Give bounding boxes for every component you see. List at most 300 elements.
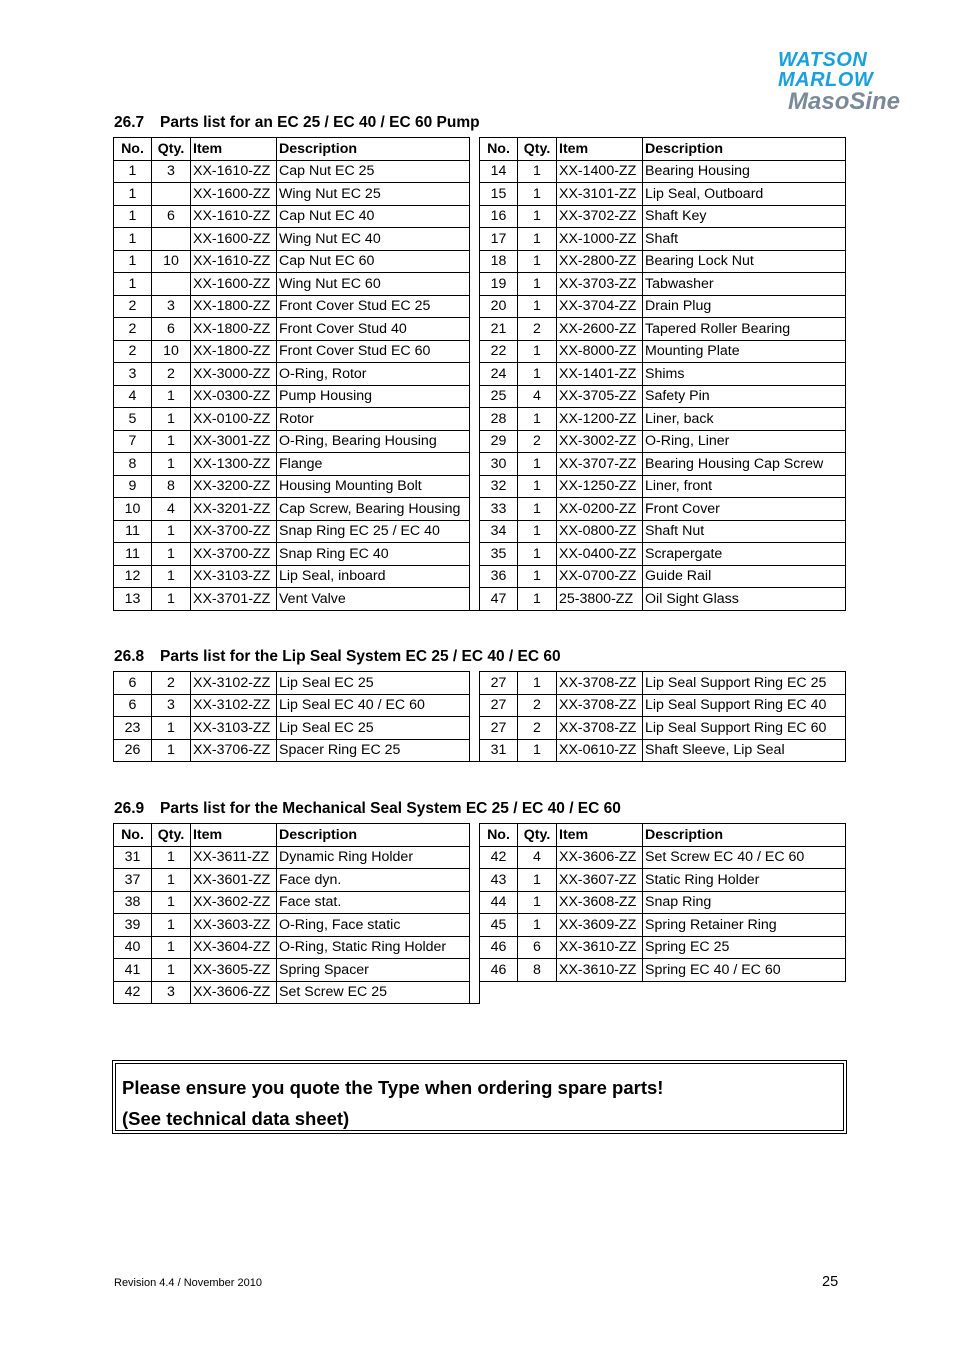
ordering-notice-inner (115, 1063, 844, 1131)
description-cell: Set Screw EC 25 (277, 981, 470, 1004)
description-cell: Guide Rail (643, 565, 846, 588)
description-cell: Wing Nut EC 25 (277, 183, 470, 206)
quantity-cell: 1 (518, 273, 557, 296)
description-cell: Front Cover Stud EC 60 (277, 340, 470, 363)
part-number-cell: 8 (114, 453, 152, 476)
column-separator (470, 453, 480, 476)
item-code-cell: XX-3102-ZZ (191, 694, 277, 717)
part-number-cell: 46 (480, 959, 518, 982)
part-number-cell: 5 (114, 408, 152, 431)
part-number-cell: 25 (480, 385, 518, 408)
description-cell: O-Ring, Liner (643, 430, 846, 453)
revision-note: Revision 4.4 / November 2010 (114, 1277, 262, 1289)
table-row (114, 183, 846, 206)
parts-table-lip-seal (113, 671, 846, 762)
part-number-cell: 26 (114, 739, 152, 762)
description-cell: Snap Ring (643, 891, 846, 914)
quantity-cell: 3 (152, 160, 191, 183)
item-code-cell: XX-3606-ZZ (557, 846, 643, 869)
table-row (114, 672, 846, 695)
description-cell: Dynamic Ring Holder (277, 846, 470, 869)
quantity-cell: 1 (152, 543, 191, 566)
quantity-cell: 1 (152, 385, 191, 408)
item-code-cell: XX-3704-ZZ (557, 295, 643, 318)
item-code-cell: XX-3700-ZZ (191, 543, 277, 566)
item-code-cell: XX-3708-ZZ (557, 672, 643, 695)
section-heading: Parts list for an EC 25 / EC 40 / EC 60 Pump (160, 114, 480, 131)
description-cell: Pump Housing (277, 385, 470, 408)
part-number-cell: 39 (114, 914, 152, 937)
column-header-no: No. (480, 138, 518, 161)
description-cell: O-Ring, Static Ring Holder (277, 936, 470, 959)
part-number-cell: 1 (114, 160, 152, 183)
description-cell: Cap Nut EC 40 (277, 205, 470, 228)
column-header-description: Description (643, 824, 846, 847)
part-number-cell: 18 (480, 250, 518, 273)
empty-cell (480, 981, 518, 1004)
table-row (114, 295, 846, 318)
table-row (114, 891, 846, 914)
table-header-row (114, 824, 846, 847)
part-number-cell: 2 (114, 340, 152, 363)
item-code-cell: XX-3102-ZZ (191, 672, 277, 695)
part-number-cell: 33 (480, 498, 518, 521)
part-number-cell: 35 (480, 543, 518, 566)
part-number-cell: 4 (114, 385, 152, 408)
part-number-cell: 6 (114, 694, 152, 717)
quantity-cell: 1 (518, 475, 557, 498)
table-row (114, 273, 846, 296)
part-number-cell: 42 (480, 846, 518, 869)
table-row (114, 869, 846, 892)
column-separator (470, 475, 480, 498)
quantity-cell: 6 (152, 318, 191, 341)
column-separator (470, 520, 480, 543)
item-code-cell: XX-0300-ZZ (191, 385, 277, 408)
quantity-cell: 4 (518, 385, 557, 408)
description-cell: Bearing Housing Cap Screw (643, 453, 846, 476)
part-number-cell: 11 (114, 520, 152, 543)
column-header-item: Item (191, 138, 277, 161)
description-cell: Vent Valve (277, 588, 470, 611)
table-row (114, 475, 846, 498)
description-cell: Wing Nut EC 40 (277, 228, 470, 251)
part-number-cell: 29 (480, 430, 518, 453)
item-code-cell: XX-3707-ZZ (557, 453, 643, 476)
part-number-cell: 44 (480, 891, 518, 914)
item-code-cell: XX-1610-ZZ (191, 205, 277, 228)
description-cell: O-Ring, Bearing Housing (277, 430, 470, 453)
column-separator (470, 914, 480, 937)
quantity-cell: 1 (518, 869, 557, 892)
description-cell: Static Ring Holder (643, 869, 846, 892)
item-code-cell: XX-3607-ZZ (557, 869, 643, 892)
table-row (114, 430, 846, 453)
item-code-cell: XX-3605-ZZ (191, 959, 277, 982)
description-cell: Front Cover Stud 40 (277, 318, 470, 341)
quantity-cell: 1 (152, 588, 191, 611)
section-title-26-7 (114, 114, 480, 132)
ordering-notice (112, 1060, 847, 1134)
column-header-qty: Qty. (518, 824, 557, 847)
quantity-cell: 1 (152, 959, 191, 982)
description-cell: Bearing Housing (643, 160, 846, 183)
column-separator (470, 588, 480, 611)
section-number: 26.7 (114, 114, 145, 131)
section-number: 26.8 (114, 648, 145, 665)
item-code-cell: 25-3800-ZZ (557, 588, 643, 611)
column-separator (470, 318, 480, 341)
part-number-cell: 45 (480, 914, 518, 937)
description-cell: O-Ring, Face static (277, 914, 470, 937)
description-cell: Lip Seal, Outboard (643, 183, 846, 206)
column-separator (470, 385, 480, 408)
description-cell: Rotor (277, 408, 470, 431)
notice-line-2: (See technical data sheet) (122, 1108, 350, 1129)
table-row (114, 250, 846, 273)
quantity-cell: 2 (518, 694, 557, 717)
description-cell: Cap Screw, Bearing Housing (277, 498, 470, 521)
column-separator (470, 846, 480, 869)
column-separator (470, 430, 480, 453)
quantity-cell: 8 (518, 959, 557, 982)
column-header-no: No. (480, 824, 518, 847)
description-cell: Set Screw EC 40 / EC 60 (643, 846, 846, 869)
item-code-cell: XX-1401-ZZ (557, 363, 643, 386)
item-code-cell: XX-3101-ZZ (557, 183, 643, 206)
item-code-cell: XX-2800-ZZ (557, 250, 643, 273)
quantity-cell: 1 (518, 205, 557, 228)
quantity-cell: 2 (518, 430, 557, 453)
description-cell: Face dyn. (277, 869, 470, 892)
item-code-cell: XX-1400-ZZ (557, 160, 643, 183)
column-separator (470, 498, 480, 521)
description-cell: Spring Retainer Ring (643, 914, 846, 937)
column-separator (470, 543, 480, 566)
part-number-cell: 11 (114, 543, 152, 566)
part-number-cell: 43 (480, 869, 518, 892)
description-cell: Snap Ring EC 25 / EC 40 (277, 520, 470, 543)
column-separator (470, 824, 480, 847)
table-row (114, 160, 846, 183)
item-code-cell: XX-3604-ZZ (191, 936, 277, 959)
notice-line-1: Please ensure you quote the Type when ordering spare parts! (122, 1077, 664, 1098)
logo-line-masosine: MasoSine (788, 88, 901, 115)
empty-cell (643, 981, 846, 1004)
description-cell: Face stat. (277, 891, 470, 914)
part-number-cell: 46 (480, 936, 518, 959)
item-code-cell: XX-1000-ZZ (557, 228, 643, 251)
quantity-cell: 1 (152, 739, 191, 762)
description-cell: Spacer Ring EC 25 (277, 739, 470, 762)
description-cell: Oil Sight Glass (643, 588, 846, 611)
part-number-cell: 21 (480, 318, 518, 341)
column-separator (470, 183, 480, 206)
item-code-cell: XX-1800-ZZ (191, 340, 277, 363)
part-number-cell: 19 (480, 273, 518, 296)
quantity-cell: 10 (152, 250, 191, 273)
parts-table-pump (113, 137, 846, 611)
column-separator (470, 160, 480, 183)
table-row (114, 520, 846, 543)
quantity-cell: 2 (518, 318, 557, 341)
quantity-cell: 1 (518, 891, 557, 914)
description-cell: Shaft Sleeve, Lip Seal (643, 739, 846, 762)
description-cell: Flange (277, 453, 470, 476)
item-code-cell: XX-3200-ZZ (191, 475, 277, 498)
quantity-cell: 1 (518, 228, 557, 251)
table-row (114, 228, 846, 251)
description-cell: Shaft Nut (643, 520, 846, 543)
quantity-cell: 3 (152, 694, 191, 717)
part-number-cell: 7 (114, 430, 152, 453)
description-cell: Shaft (643, 228, 846, 251)
quantity-cell: 2 (152, 363, 191, 386)
item-code-cell: XX-3701-ZZ (191, 588, 277, 611)
section-title-26-8 (114, 648, 561, 666)
table-row (114, 959, 846, 982)
part-number-cell: 20 (480, 295, 518, 318)
column-header-qty: Qty. (152, 138, 191, 161)
quantity-cell: 1 (518, 543, 557, 566)
part-number-cell: 31 (480, 739, 518, 762)
description-cell: Tapered Roller Bearing (643, 318, 846, 341)
part-number-cell: 23 (114, 717, 152, 740)
item-code-cell: XX-0200-ZZ (557, 498, 643, 521)
part-number-cell: 2 (114, 318, 152, 341)
part-number-cell: 9 (114, 475, 152, 498)
part-number-cell: 28 (480, 408, 518, 431)
description-cell: Cap Nut EC 60 (277, 250, 470, 273)
quantity-cell: 1 (518, 295, 557, 318)
table-row (114, 739, 846, 762)
description-cell: Lip Seal, inboard (277, 565, 470, 588)
part-number-cell: 12 (114, 565, 152, 588)
quantity-cell: 3 (152, 295, 191, 318)
part-number-cell: 30 (480, 453, 518, 476)
part-number-cell: 6 (114, 672, 152, 695)
item-code-cell: XX-3703-ZZ (557, 273, 643, 296)
description-cell: Shims (643, 363, 846, 386)
column-separator (470, 936, 480, 959)
part-number-cell: 22 (480, 340, 518, 363)
column-separator (470, 295, 480, 318)
column-separator (470, 363, 480, 386)
parts-table-mechanical-seal (113, 823, 846, 1004)
table-row (114, 936, 846, 959)
quantity-cell: 1 (152, 846, 191, 869)
description-cell: Liner, front (643, 475, 846, 498)
item-code-cell: XX-0100-ZZ (191, 408, 277, 431)
column-header-item: Item (191, 824, 277, 847)
column-header-no: No. (114, 138, 152, 161)
part-number-cell: 41 (114, 959, 152, 982)
column-separator (470, 981, 480, 1004)
table-row (114, 453, 846, 476)
description-cell: Cap Nut EC 25 (277, 160, 470, 183)
quantity-cell: 1 (518, 160, 557, 183)
item-code-cell: XX-3201-ZZ (191, 498, 277, 521)
description-cell: O-Ring, Rotor (277, 363, 470, 386)
column-separator (470, 869, 480, 892)
item-code-cell: XX-3002-ZZ (557, 430, 643, 453)
part-number-cell: 2 (114, 295, 152, 318)
table-row (114, 318, 846, 341)
item-code-cell: XX-3611-ZZ (191, 846, 277, 869)
empty-cell (557, 981, 643, 1004)
column-separator (470, 408, 480, 431)
item-code-cell: XX-3609-ZZ (557, 914, 643, 937)
quantity-cell: 10 (152, 340, 191, 363)
item-code-cell: XX-1200-ZZ (557, 408, 643, 431)
description-cell: Spring EC 40 / EC 60 (643, 959, 846, 982)
quantity-cell: 1 (152, 869, 191, 892)
item-code-cell: XX-0700-ZZ (557, 565, 643, 588)
item-code-cell: XX-0800-ZZ (557, 520, 643, 543)
part-number-cell: 14 (480, 160, 518, 183)
quantity-cell: 6 (518, 936, 557, 959)
item-code-cell: XX-1800-ZZ (191, 295, 277, 318)
section-heading: Parts list for the Lip Seal System EC 25 / EC 40 / EC 60 (160, 648, 561, 665)
table-row (114, 694, 846, 717)
item-code-cell: XX-1610-ZZ (191, 160, 277, 183)
description-cell: Lip Seal EC 40 / EC 60 (277, 694, 470, 717)
part-number-cell: 16 (480, 205, 518, 228)
quantity-cell: 4 (152, 498, 191, 521)
table-row (114, 363, 846, 386)
part-number-cell: 34 (480, 520, 518, 543)
quantity-cell: 1 (518, 520, 557, 543)
part-number-cell: 1 (114, 183, 152, 206)
quantity-cell (152, 273, 191, 296)
quantity-cell: 1 (518, 565, 557, 588)
table-row (114, 205, 846, 228)
description-cell: Lip Seal Support Ring EC 40 (643, 694, 846, 717)
column-separator (470, 891, 480, 914)
column-separator (470, 138, 480, 161)
part-number-cell: 27 (480, 672, 518, 695)
column-header-description: Description (277, 138, 470, 161)
table-row (114, 385, 846, 408)
section-title-26-9 (114, 800, 621, 818)
description-cell: Lip Seal EC 25 (277, 672, 470, 695)
page-number: 25 (822, 1274, 839, 1290)
quantity-cell: 2 (518, 717, 557, 740)
table-header-row (114, 138, 846, 161)
part-number-cell: 13 (114, 588, 152, 611)
item-code-cell: XX-1600-ZZ (191, 228, 277, 251)
column-separator (470, 340, 480, 363)
column-separator (470, 959, 480, 982)
description-cell: Scrapergate (643, 543, 846, 566)
item-code-cell: XX-3602-ZZ (191, 891, 277, 914)
quantity-cell: 1 (152, 717, 191, 740)
quantity-cell: 1 (152, 565, 191, 588)
column-separator (470, 205, 480, 228)
description-cell: Mounting Plate (643, 340, 846, 363)
quantity-cell: 1 (152, 408, 191, 431)
item-code-cell: XX-3708-ZZ (557, 694, 643, 717)
description-cell: Front Cover Stud EC 25 (277, 295, 470, 318)
item-code-cell: XX-1600-ZZ (191, 183, 277, 206)
description-cell: Spring Spacer (277, 959, 470, 982)
description-cell: Lip Seal Support Ring EC 25 (643, 672, 846, 695)
item-code-cell: XX-3702-ZZ (557, 205, 643, 228)
table-row (114, 717, 846, 740)
item-code-cell: XX-1250-ZZ (557, 475, 643, 498)
item-code-cell: XX-3001-ZZ (191, 430, 277, 453)
part-number-cell: 1 (114, 205, 152, 228)
column-header-description: Description (643, 138, 846, 161)
description-cell: Lip Seal Support Ring EC 60 (643, 717, 846, 740)
item-code-cell: XX-3000-ZZ (191, 363, 277, 386)
part-number-cell: 27 (480, 694, 518, 717)
item-code-cell: XX-0610-ZZ (557, 739, 643, 762)
quantity-cell: 1 (518, 739, 557, 762)
part-number-cell: 24 (480, 363, 518, 386)
column-separator (470, 717, 480, 740)
description-cell: Wing Nut EC 60 (277, 273, 470, 296)
description-cell: Housing Mounting Bolt (277, 475, 470, 498)
description-cell: Bearing Lock Nut (643, 250, 846, 273)
description-cell: Tabwasher (643, 273, 846, 296)
table-row (114, 846, 846, 869)
quantity-cell: 1 (152, 936, 191, 959)
column-header-item: Item (557, 824, 643, 847)
part-number-cell: 17 (480, 228, 518, 251)
part-number-cell: 10 (114, 498, 152, 521)
item-code-cell: XX-3705-ZZ (557, 385, 643, 408)
description-cell: Shaft Key (643, 205, 846, 228)
quantity-cell: 1 (152, 914, 191, 937)
item-code-cell: XX-2600-ZZ (557, 318, 643, 341)
column-header-qty: Qty. (152, 824, 191, 847)
table-row (114, 340, 846, 363)
quantity-cell: 1 (518, 183, 557, 206)
part-number-cell: 31 (114, 846, 152, 869)
quantity-cell: 1 (152, 520, 191, 543)
quantity-cell: 1 (518, 588, 557, 611)
description-cell: Liner, back (643, 408, 846, 431)
quantity-cell: 1 (518, 498, 557, 521)
quantity-cell: 1 (152, 453, 191, 476)
part-number-cell: 1 (114, 250, 152, 273)
column-header-item: Item (557, 138, 643, 161)
part-number-cell: 27 (480, 717, 518, 740)
part-number-cell: 1 (114, 228, 152, 251)
watson-marlow-masosine-logo (778, 49, 903, 115)
quantity-cell: 1 (518, 672, 557, 695)
description-cell: Snap Ring EC 40 (277, 543, 470, 566)
item-code-cell: XX-3608-ZZ (557, 891, 643, 914)
logo-line-marlow: MARLOW (778, 69, 874, 91)
quantity-cell: 1 (152, 430, 191, 453)
item-code-cell: XX-1600-ZZ (191, 273, 277, 296)
table-row (114, 565, 846, 588)
quantity-cell: 1 (518, 363, 557, 386)
quantity-cell: 8 (152, 475, 191, 498)
column-header-description: Description (277, 824, 470, 847)
description-cell: Drain Plug (643, 295, 846, 318)
item-code-cell: XX-3601-ZZ (191, 869, 277, 892)
item-code-cell: XX-1610-ZZ (191, 250, 277, 273)
part-number-cell: 32 (480, 475, 518, 498)
description-cell: Safety Pin (643, 385, 846, 408)
item-code-cell: XX-3603-ZZ (191, 914, 277, 937)
part-number-cell: 40 (114, 936, 152, 959)
description-cell: Lip Seal EC 25 (277, 717, 470, 740)
description-cell: Spring EC 25 (643, 936, 846, 959)
